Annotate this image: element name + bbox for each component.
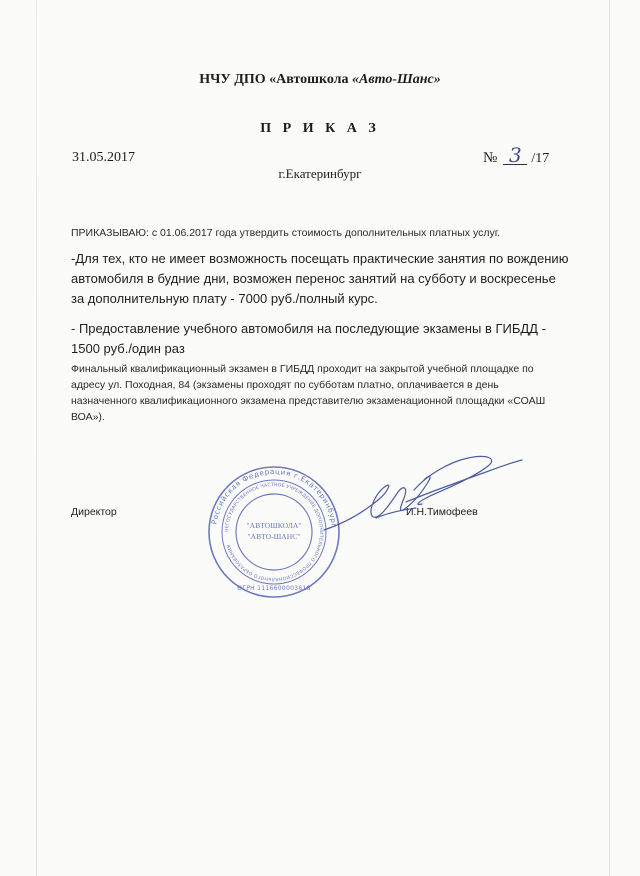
stamp-outer-text: Российская Федерация г.Екатеринбург	[209, 466, 339, 529]
paragraph-final-exam-note: Финальный квалификационный экзамен в ГИБДД проходит на закрытой учебной площадке по адресу ул. Походная, 84 (экзамены проходят по субботам платно, оплачивается в день назначенного квалификационного экзамена представителю экзаменационной площадки «СОАШ ВОА»).	[71, 363, 546, 423]
paragraph-weekend-lessons: -Для тех, кто не имеет возможность посещать практические занятия по вождению автомобиля в будние дни, возможен перенос занятий на субботу и воскресенье за дополнительную плату - 7000 руб./полный курс.	[71, 251, 569, 306]
organization-name	[0, 72, 640, 88]
order-number	[483, 143, 550, 167]
order-statement: ПРИКАЗЫВАЮ: с 01.06.2017 года утвердить стоимость дополнительных платных услуг.	[71, 227, 501, 239]
stamp-center-line-1: "АВТОШКОЛА"	[246, 521, 302, 530]
director-title: Директор	[71, 506, 117, 518]
city: г.Екатеринбург	[278, 166, 362, 181]
stamp-inner-text: НЕГОСУДАРСТВЕННОЕ ЧАСТНОЕ УЧРЕЖДЕНИЕ ДОПОЛНИТЕЛЬНОГО ПРОФЕССИОНАЛЬНОГО ОБРАЗОВАНИЯ	[224, 482, 324, 582]
stamp-center-line-2: "АВТО-ШАНС"	[247, 532, 301, 541]
organization-name-prefix: НЧУ ДПО «Автошкола	[199, 72, 353, 87]
number-sign: №	[483, 150, 498, 166]
director-name: И.Н.Тимофеев	[406, 506, 478, 518]
handwritten-number: 3	[503, 146, 527, 165]
document-title: П Р И К А З	[260, 121, 380, 136]
organization-name-brand: «Авто-Шанс»	[352, 72, 441, 87]
number-suffix: /17	[531, 151, 550, 166]
director-signature	[318, 452, 528, 538]
stamp-ogrn: ОГРН 1116600003618	[237, 585, 311, 592]
order-date: 31.05.2017	[72, 150, 135, 165]
paragraph-exam-car: - Предоставление учебного автомобиля на последующие экзамены в ГИБДД - 1500 руб./один раз	[71, 321, 546, 356]
